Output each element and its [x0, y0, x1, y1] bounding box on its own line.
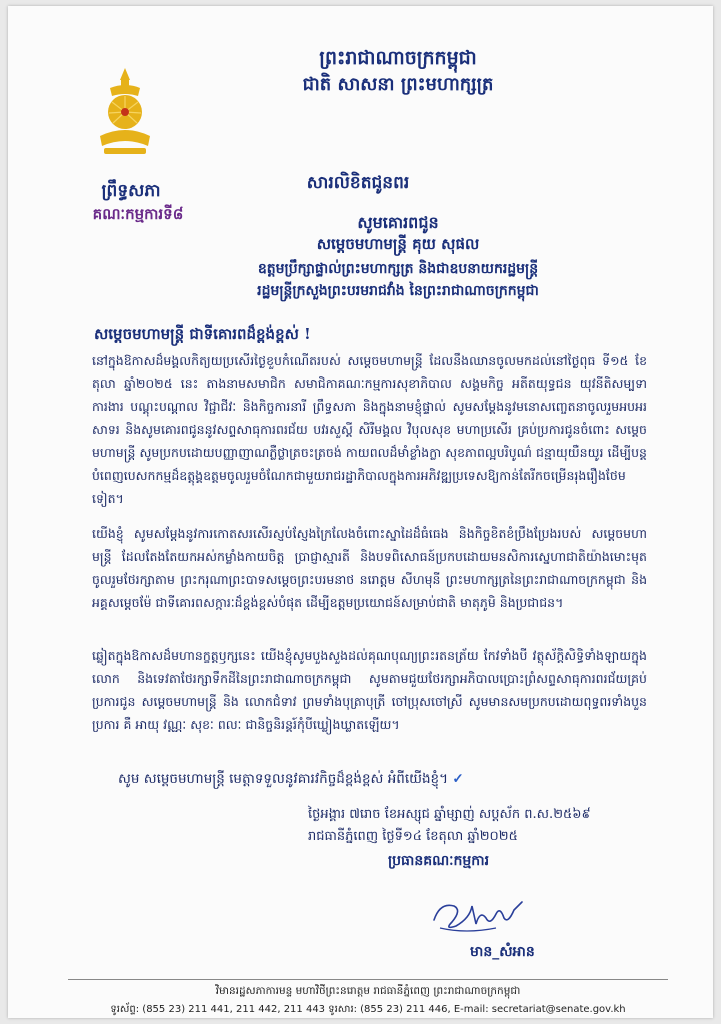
solar-date: រាជធានីភ្នំពេញ ថ្ងៃទី១៤ ខែតុលា ឆ្នាំ២០២៥	[308, 829, 518, 844]
address-line-1: សូមគោរពជូន	[357, 213, 439, 232]
paragraph-3: ឆ្លៀតក្នុងឱកាសដ៏មហានក្ខត្តឫក្សនេះ យើងខ្ញុំសូមបួងសួងដល់គុណបុណ្យព្រះរតនត្រ័យ កែវទាំងបី វត្ថុស័ក្តិសិទ្ធិទាំងឡាយក្នុងលោក និងទេវតាថែរក្សាទឹកដីនៃព្រះរាជាណាចក្រកម្ពុជា សូមតាមជួយថែរក្សាអភិបាលប្រោះព្រំសព្ទសាធុការពរជ័យគ្រប់ប្រការជូន សម្តេចមហាមន្ត្រី និង លោកជំទាវ ព្រមទាំងបុត្រាបុត្រី ចៅប្រុសចៅស្រី សូមមានសមប្រកបដោយពុទ្ធពរទាំងបួនប្រការ គឺ អាយុ វណ្ណៈ សុខៈ ពលៈ ជានិច្ចនិរន្តរ៍កុំបីឃ្លៀងឃ្លាតឡើយ។	[92, 648, 647, 732]
institution-name: ព្រឹទ្ធសភា	[101, 181, 161, 201]
salutation: សម្តេចមហាមន្ត្រី ជាទីគោរពដ៏ខ្ពង់ខ្ពស់ !	[94, 325, 311, 343]
lunar-date: ថ្ងៃអង្គារ ៧រោច ខែអស្សុជ ឆ្នាំម្សាញ់ សប្តស័ក ព.ស.២៥៦៩	[308, 807, 591, 822]
letter-page	[8, 6, 713, 1018]
committee-name: គណៈកម្មការទី៨	[92, 205, 184, 223]
footer-address: វិមានរដ្ឋសភាការមន្ទ មហាវិថីព្រះនរោត្តម រាជធានីភ្នំពេញ ព្រះរាជាណាចក្រកម្ពុជា	[215, 985, 521, 997]
checkmark-icon: ✓	[452, 771, 464, 787]
paragraph-2: យើងខ្ញុំ សូមសម្តែងនូវការកោតសរសើរស្ញប់ស្ញែងក្រៃលែងចំពោះស្នាដៃដ៏ធំធេង និងកិច្ចខិតខំប្រឹងប្រែងរបស់ សម្តេចមហាមន្ត្រី ដែលតែងតែយកអស់កម្លាំងកាយចិត្ត ប្រាជ្ញាស្មារតី និងបទពិសោធន៍ប្រកបដោយមនសិការស្នេហាជាតិយ៉ាងមោះមុត ចូលរួមថែរក្សាតាម ព្រះករុណាព្រះបាទសម្តេចព្រះបរមនាថ នរោត្តម សីហមុនី ព្រះមហាក្សត្រនៃព្រះរាជាណាចក្រកម្ពុជា និង អគ្គសម្តេចម៉ែ ជាទីគោរពសក្ការៈដ៏ខ្ពង់ខ្ពស់បំផុត ដើម្បីឧត្តមប្រយោជន៍សម្រាប់ជាតិ មាតុភូមិ និងប្រជាជន។	[92, 526, 647, 610]
address-line-4: រដ្ឋមន្ត្រីក្រសួងព្រះបរមរាជវាំង នៃព្រះរាជាណាចក្រកម្ពុជា	[257, 283, 539, 299]
paragraph-1: នៅក្នុងឱកាសដ៏មង្គលកិត្យយប្រសើរថ្ងៃខួបកំណើតរបស់ សម្តេចមហាមន្ត្រី ដែលនឹងឈានចូលមកដល់នៅថ្ងៃពុធ ទី១៥ ខែតុលា ឆ្នាំ២០២៥ នេះ តាងនាមសមាជិក សមាជិកាគណៈកម្មការសុខាភិបាល សង្គមកិច្ច អតីតយុទ្ធជន យុវនីតិសម្បទា ការងារ បណ្តុះបណ្តាល វិជ្ជាជីវៈ និងកិច្ចការនារី ព្រឹទ្ធសភា និងក្នុងនាមខ្ញុំផ្ទាល់ សូមសម្តែងនូវមនោសញ្ចេតនាចូលរួមអបអរសាទរ និងសូមគោរពជូននូវសព្ទសាធុការពរជ័យ បវរសួស្តី សិរីមង្គល វិបុលសុខ មហាប្រសើរ គ្រប់ប្រការជូនចំពោះ សម្តេចមហាមន្ត្រី សូមប្រកបដោយបញ្ញាញាណភ្លឺថ្លាត្រចះត្រចង់ កាយពលដ៏មាំខ្លាំងក្លា សុខភាពល្អបរិបូណ៌ ជន្មាយុយឺនយូរ ដើម្បីបន្តបំពេញបេសកកម្មដ៏ឧត្តុង្គឧត្តមចូលរួមចំណែកជាមួយរាជរដ្ឋាភិបាលក្នុងការអភិវឌ្ឍប្រទេសឱ្យកាន់តែរីកចម្រើនរុងរឿងថែមទៀត។	[92, 353, 647, 506]
address-line-3: ឧត្តមប្រឹក្សាផ្ទាល់ព្រះមហាក្សត្រ និងជាឧបនាយករដ្ឋមន្ត្រី	[257, 261, 539, 277]
address-line-2: សម្តេចមហាមន្ត្រី គុយ សុផល	[316, 235, 480, 253]
kingdom-header: ព្រះរាជាណាចក្រកម្ពុជា	[319, 47, 477, 69]
senate-emblem-icon	[90, 66, 160, 158]
signer-role: ប្រធានគណៈកម្មការ	[388, 853, 490, 869]
handwritten-signature	[426, 888, 536, 938]
footer-contacts: ទូរស័ព្ទ: (855 23) 211 441, 211 442, 211 443 ទូរសារ: (855 23) 211 446, E-mail: secretariat@senate.gov.kh	[110, 1004, 626, 1015]
closing-line	[118, 770, 464, 790]
signer-name: មាន_សំអាន	[470, 944, 535, 960]
closing-text: សូម សម្តេចមហាមន្ត្រី មេត្តាទទួលនូវគារវកិច្ចដ៏ខ្ពង់ខ្ពស់ អំពីយើងខ្ញុំ។	[118, 771, 449, 787]
letter-title: សារលិខិតជូនពរ	[306, 173, 410, 193]
footer-divider	[68, 979, 668, 980]
motto-header: ជាតិ សាសនា ព្រះមហាក្សត្រ	[302, 74, 494, 95]
